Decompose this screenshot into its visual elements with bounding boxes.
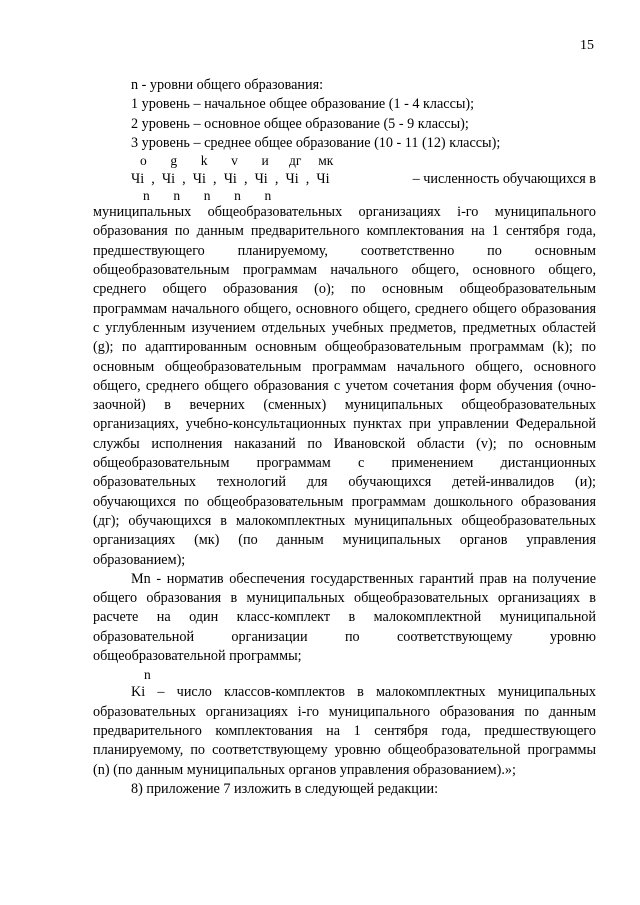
paragraph-appendix-7: 8) приложение 7 изложить в следующей редакции: bbox=[131, 780, 439, 797]
paragraph-mn-definition: Mn - норматив обеспечения государственных гарантий прав на получение общего образования в муниципальных общеобразовательных организациях в расчете на один класс-комплект в малокомплектной муниципальной образовательной организации по соответствующему уровню общеобразовательной программы; bbox=[93, 570, 596, 665]
intro-line: 3 уровень – среднее общее образование (10 - 11 (12) классы); bbox=[131, 134, 501, 151]
symbol-variables-row bbox=[93, 170, 596, 188]
page-number: 15 bbox=[580, 38, 594, 53]
symbol-superscripts: o g k v и дг мк bbox=[140, 153, 334, 169]
subscript-n: n bbox=[144, 667, 151, 683]
symbol-subscripts: n n n n n bbox=[143, 188, 272, 204]
intro-line: 1 уровень – начальное общее образование (1 - 4 классы); bbox=[131, 96, 475, 113]
intro-line: 2 уровень – основное общее образование (5 - 9 классы); bbox=[131, 115, 469, 132]
document-body bbox=[93, 76, 596, 799]
definition-start: – численность обучающихся в bbox=[412, 171, 596, 188]
intro-line: n - уровни общего образования: bbox=[131, 77, 324, 93]
paragraph-population-definition: муниципальных общеобразовательных организациях i-го муниципального образования по данным предварительного комплектования на 1 сентября года, предшествующего планируемому, соответственно по основным общеобразовательным программам начального общего, основного общего, среднего общего образования (о); по основным общеобразовательным программам начального общего, основного общего, среднего общего образования с углубленным изучением отдельных учебных предметов, предметных областей (g); по адаптированным основным общеобразовательным программам (k); по основным общеобразовательным программам начального общего, основного общего, среднего общего образования с учетом сочетания форм обучения (очно-заочной) в вечерних (сменных) муниципальных общеобразовательных организациях, учебно-консультационных пунктах при управлении Федеральной службы исполнения наказаний по Ивановской области (v); по основным общеобразовательным программам с применением дистанционных образовательных технологий для обучающихся детей-инвалидов (и); обучающихся по общеобразовательным программам дошкольного образования (дг); обучающихся в малокомплектных муниципальных общеобразовательных организациях (мк) (по данным муниципальных органов управления образованием); bbox=[93, 204, 596, 568]
symbol-variables: Чi , Чi , Чi , Чi , Чi , Чi , Чi bbox=[131, 171, 330, 188]
paragraph-ki-definition: Ki – число классов-комплектов в малокомплектных муниципальных образовательных организациях i-го муниципального образования по данным предварительного комплектования на 1 сентября года, предшествующего планируемому, по соответствующему уровню общеобразовательной программы (n) (по данным муниципальных органов управления образованием).»; bbox=[93, 684, 596, 778]
